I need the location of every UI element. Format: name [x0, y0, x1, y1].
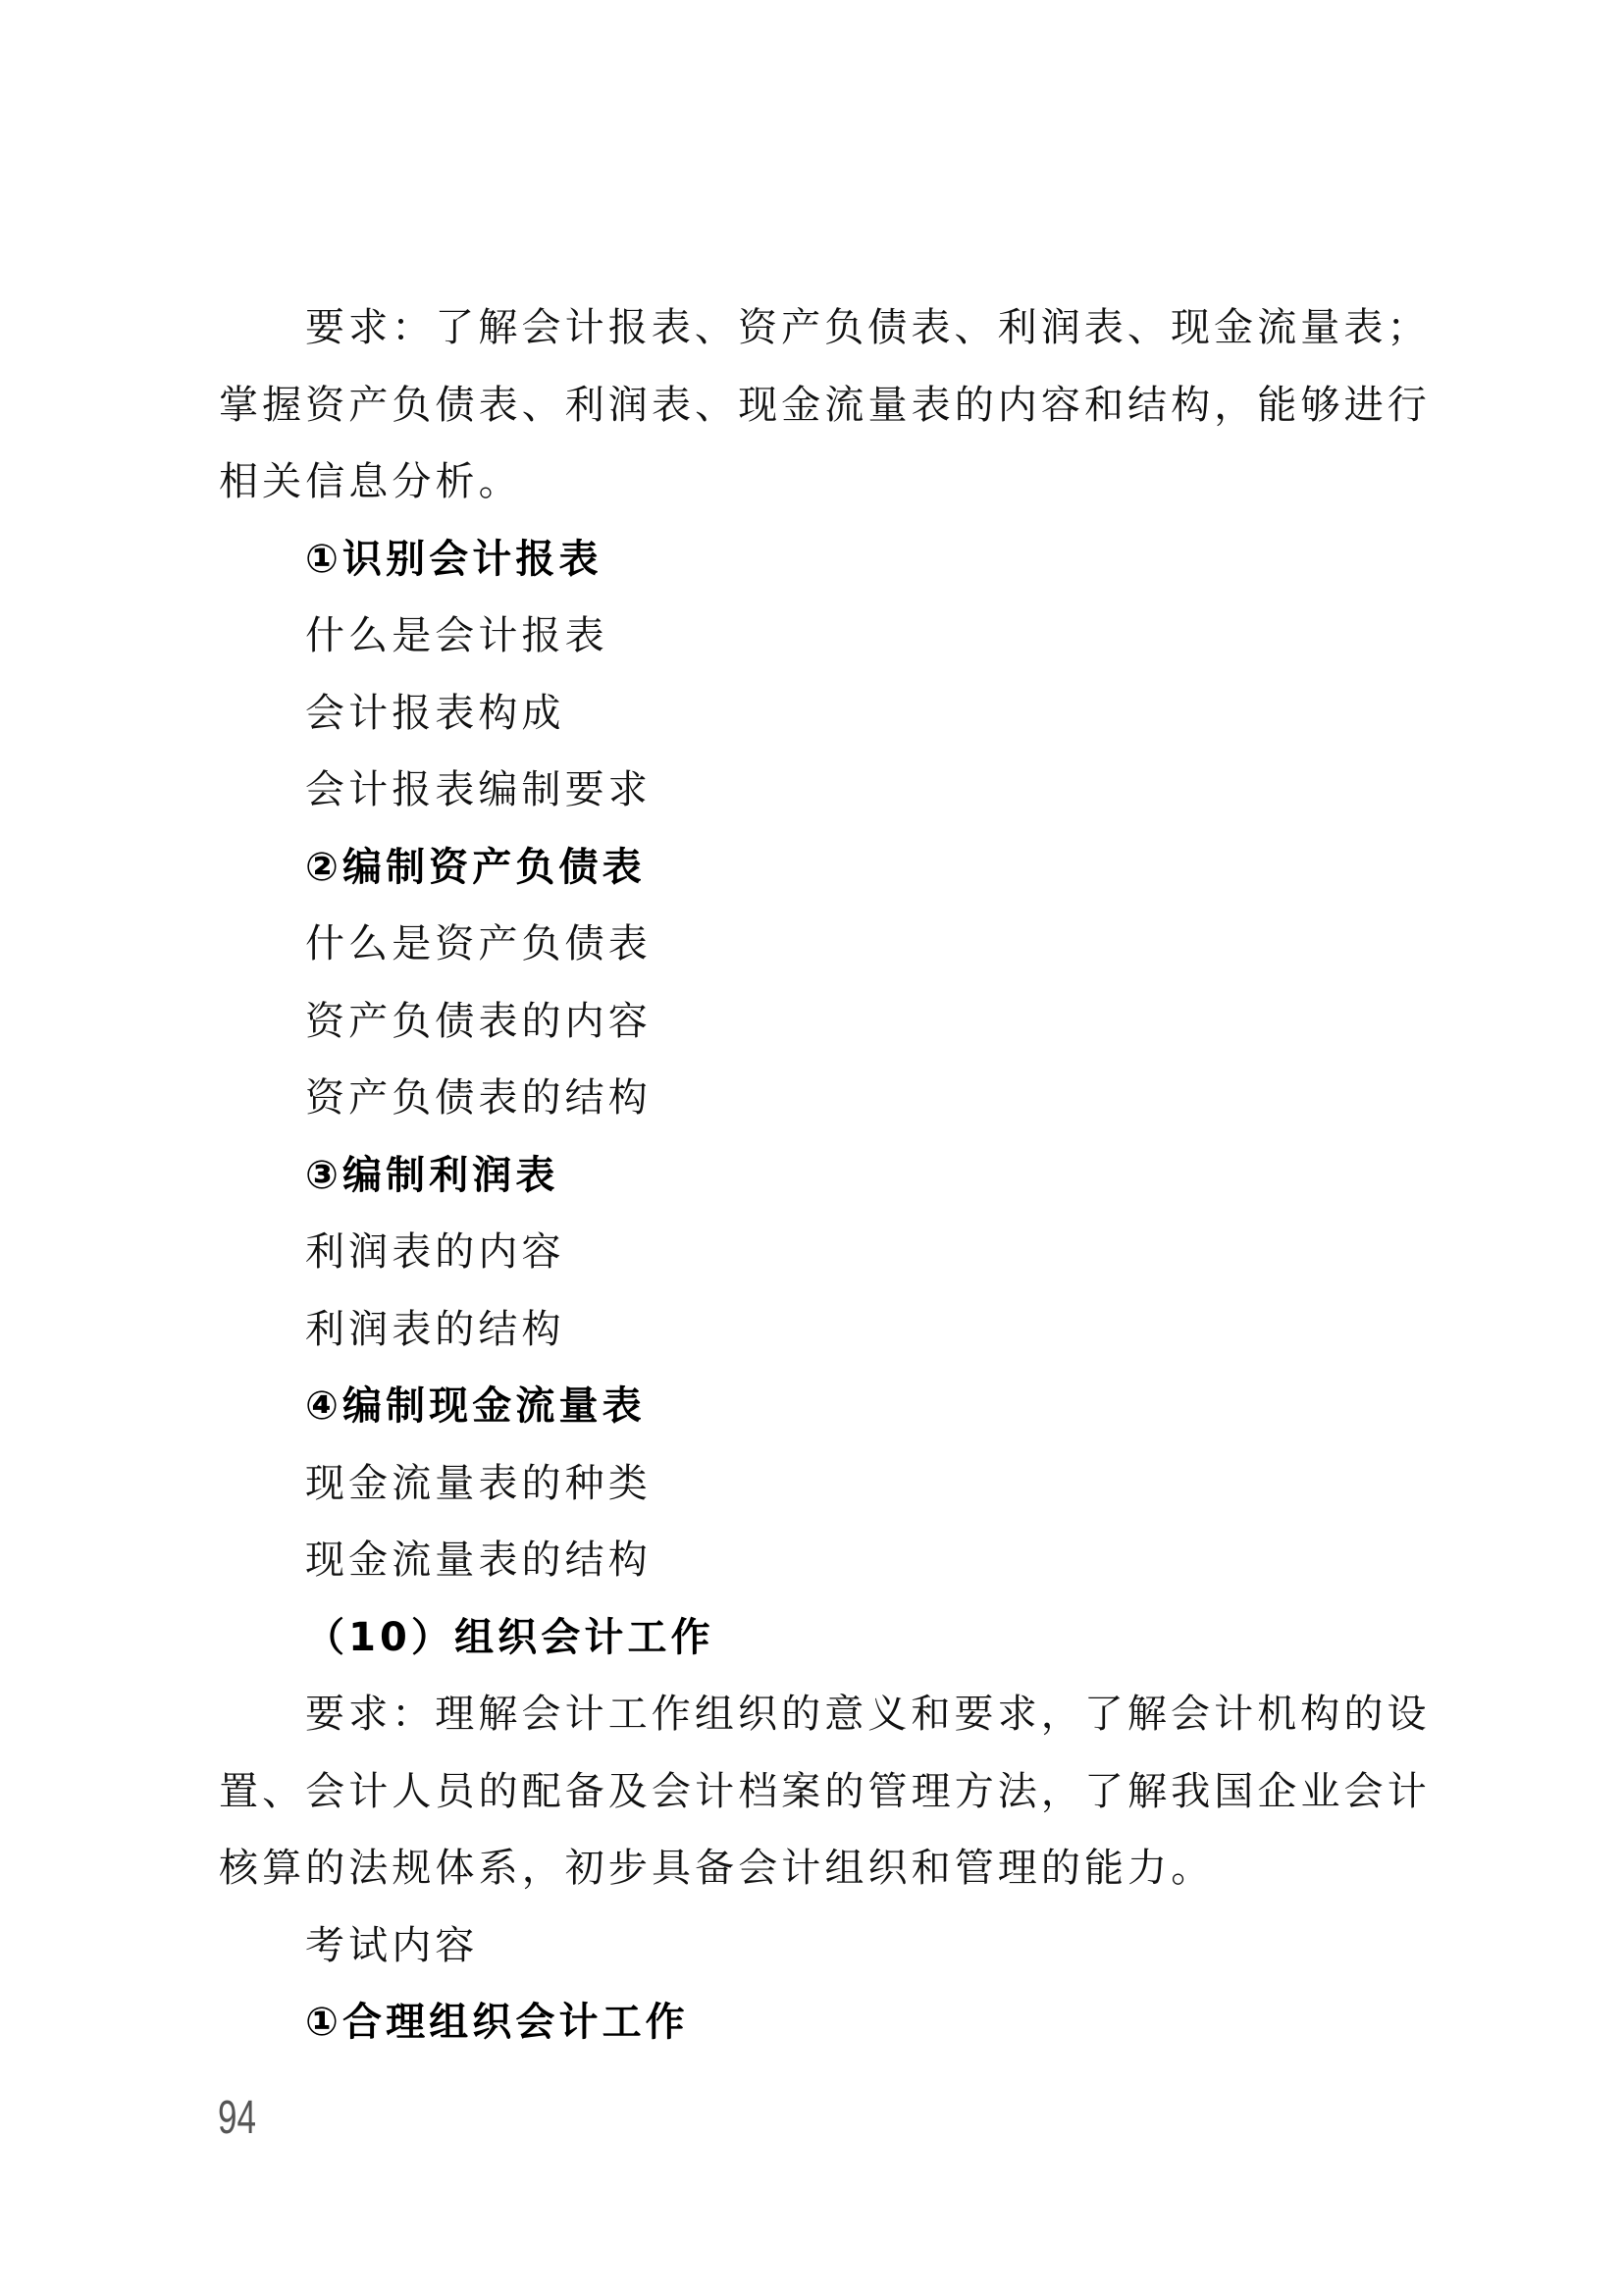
section-topic-heading-1: ①合理组织会计工作	[305, 2000, 689, 2045]
section-10	[219, 1599, 1455, 2061]
page-number: 94	[218, 2092, 256, 2144]
topic-heading-4: ④编制现金流量表	[305, 1383, 646, 1429]
topic-item: 现金流量表的结构	[305, 1538, 652, 1583]
topic-item: 利润表的内容	[305, 1229, 565, 1275]
section-heading: （10）组织会计工作	[305, 1614, 714, 1660]
topic-group-4	[219, 1368, 1455, 1599]
topic-heading-1: ①识别会计报表	[305, 536, 602, 582]
topic-item: 资产负债表的结构	[305, 1075, 652, 1121]
topic-item: 利润表的结构	[305, 1306, 565, 1352]
topic-group-3	[219, 1137, 1455, 1369]
topic-item: 什么是会计报表	[305, 613, 608, 658]
requirement-line: 相关信息分析。	[219, 459, 522, 504]
topic-item: 资产负债表的内容	[305, 998, 652, 1044]
topic-heading-3: ③编制利润表	[305, 1152, 559, 1198]
exam-content-label: 考试内容	[305, 1922, 479, 1968]
body-text	[219, 289, 1455, 2061]
requirement-line: 掌握资产负债表、利润表、现金流量表的内容和结构，能够进行	[219, 382, 1431, 428]
section-requirement-line: 置、会计人员的配备及会计档案的管理方法，了解我国企业会计	[219, 1768, 1431, 1814]
requirement-line: 要求：了解会计报表、资产负债表、利润表、现金流量表；	[305, 305, 1431, 350]
topic-group-1	[219, 521, 1455, 829]
section-requirement-line: 要求：理解会计工作组织的意义和要求，了解会计机构的设	[305, 1692, 1431, 1737]
topic-item: 会计报表构成	[305, 690, 565, 736]
topic-item: 会计报表编制要求	[305, 767, 652, 812]
section-requirement-line: 核算的法规体系，初步具备会计组织和管理的能力。	[219, 1846, 1215, 1891]
requirement-paragraph	[219, 289, 1455, 521]
topic-item: 什么是资产负债表	[305, 921, 652, 966]
topic-item: 现金流量表的种类	[305, 1460, 652, 1506]
topic-heading-2: ②编制资产负债表	[305, 844, 646, 890]
topic-group-2	[219, 829, 1455, 1137]
